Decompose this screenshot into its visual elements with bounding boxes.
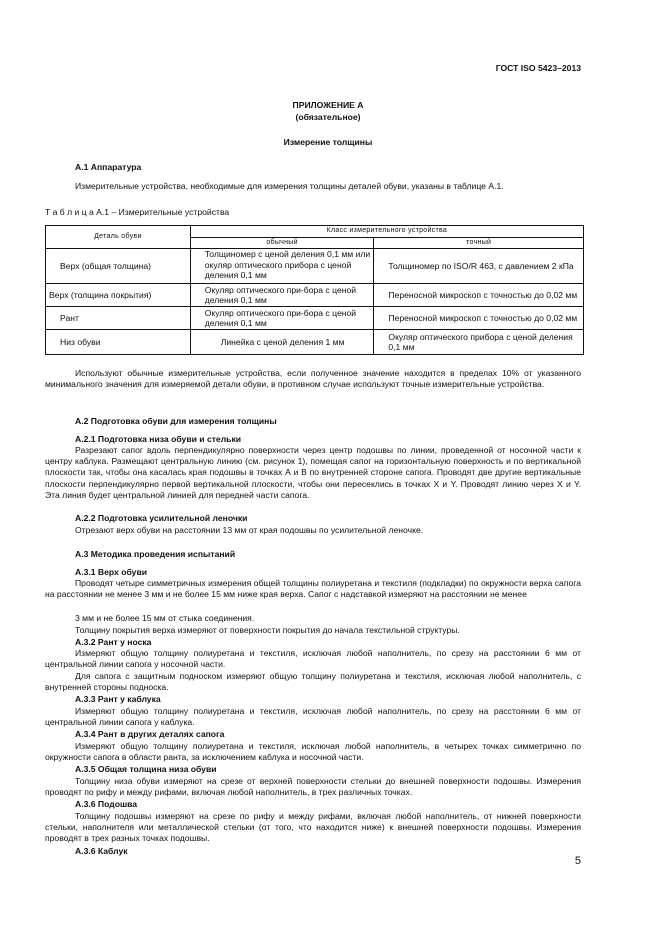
table-cell-normal: Линейка с ценой деления 1 мм [190, 330, 374, 355]
section-a31-text-cont: 3 мм и не более 15 мм от стыка соединения. [75, 613, 255, 623]
table-row [46, 284, 584, 307]
instruments-table [45, 225, 584, 355]
table-cell-precise: Окуляр оптического прибора с ценой деления 0,1 мм [374, 330, 584, 355]
table-cell-normal: Окуляр оптического при-бора с ценой деления 0,1 мм [190, 307, 374, 330]
table-cell-part: Рант [46, 307, 191, 330]
col-header-class: Класс измерительного устройства [190, 226, 583, 238]
standard-header: ГОСТ ISO 5423–2013 [495, 63, 581, 73]
section-a31-heading: А.3.1 Верх обуви [75, 567, 148, 577]
table-cell-part: Верх (общая толщина) [46, 249, 191, 284]
section-a2-heading: А.2 Подготовка обуви для измерения толщины [75, 416, 277, 426]
page-number: 5 [574, 855, 581, 867]
section-a21-heading: А.2.1 Подготовка низа обуви и стельки [75, 434, 242, 444]
appendix-title: ПРИЛОЖЕНИЕ А [292, 100, 364, 110]
section-a36b-heading: А.3.6 Каблук [75, 846, 128, 856]
table-cell-precise: Толщиномер по ISO/R 463, с давлением 2 кПа [374, 249, 584, 284]
section-a32-heading: А.3.2 Рант у носка [75, 637, 152, 647]
section-a34-heading: А.3.4 Рант в других деталях сапога [75, 729, 225, 739]
section-a1-intro: Измерительные устройства, необходимые для измерения толщины деталей обуви, указаны в таблице А.1. [75, 181, 504, 191]
table-caption: Т а б л и ц а А.1 – Измерительные устройства [45, 207, 230, 217]
section-a33-heading: А.3.3 Рант у каблука [75, 694, 161, 704]
table-cell-normal: Толщиномер с ценой деления 0,1 мм или окуляр оптического прибора с ценой деления 0,1 мм [190, 249, 374, 284]
section-a35-heading: А.3.5 Общая толщина низа обуви [75, 764, 217, 774]
after-table-paragraph: Используют обычные измерительные устройства, если полученное значение находится в пределах 10% от указанного минимального значения для измеряемой детали обуви, в противном случае используют точные измерительные устройства. [45, 368, 581, 390]
section-a21-text: Разрезают сапог вдоль перпендикулярно поверхности через центр подошвы по линии, проведенной от носочной части к центру каблука. Размещают центральную линию (см. рисунок 1), помещая сапог на горизонтальную поверхность и по вертикальной плоскости так, чтобы она касалась края подошвы в точках А и В по внутренней стороне сапога. Проводят две другие вертикальные плоскости перпендикулярно первой вертикальной плоскости, чтобы они пересеклись в точках Х и Y. Проводят линию через Х и Y. Эта линия будет центральной линией для передней части сапога. [45, 445, 581, 500]
table-cell-part: Верх (толщина покрытия) [46, 284, 191, 307]
section-a31-text: Проводят четыре симметричных измерения общей толщины полиуретана и текстиля (подкладки) по окружности верха сапога на расстоянии не менее 3 мм и не более 15 мм ниже края верха. Сапог с надставкой измеряют на расстоянии не менее [45, 578, 581, 600]
table-row [46, 330, 584, 355]
table-row [46, 307, 584, 330]
section-a35-text: Толщину низа обуви измеряют на срезе от верхней поверхности стельки до внешней поверхности подошвы. Измерения проводят по рифу и между рифами, включая любой наполнитель, в трех различных точках. [45, 776, 581, 798]
section-a36-heading: А.3.6 Подошва [75, 799, 138, 809]
table-cell-precise: Переносной микроскоп с точностью до 0,02 мм [374, 284, 584, 307]
table-cell-precise: Переносной микроскоп с точностью до 0,02 мм [374, 307, 584, 330]
section-a32-text-2: Для сапога с защитным подноском измеряют общую толщину полиуретана и текстиля, исключая любой наполнитель, с внутренней стороны подноска. [45, 671, 581, 693]
appendix-subtitle: (обязательное) [295, 112, 361, 122]
table-row [46, 249, 584, 284]
section-a22-text: Отрезают верх обуви на расстоянии 13 мм от края подошвы по усилительной леночке. [75, 525, 424, 535]
appendix-heading: Измерение толщины [283, 137, 373, 147]
section-a33-text: Измеряют общую толщину полиуретана и текстиля, исключая любой наполнитель, по срезу на расстоянии 6 мм от центральной линии сапога у каблука. [45, 706, 581, 728]
col-header-precise: точный [374, 237, 584, 249]
section-a34-text: Измеряют общую толщину полиуретана и текстиля, исключая любой наполнитель, в четырех точках симметрично по окружности сапога в области ранта, за исключением каблука и носочной части. [45, 741, 581, 763]
section-a36-text: Толщину подошвы измеряют на срезе по рифу и между рифами, включая любой наполнитель, от нижней поверхности стельки, наполнителя или металлической стельки (от того, что находится ниже) к внешней поверхности подошвы. Измерения проводят в трех разных точках подошвы. [45, 811, 581, 844]
table-cell-normal: Окуляр оптического при-бора с ценой деления 0,1 мм [190, 284, 374, 307]
col-header-normal: обычный [190, 237, 374, 249]
table-cell-part: Низ обуви [46, 330, 191, 355]
section-a1-heading: А.1 Аппаратура [75, 162, 142, 172]
section-a31-coating: Толщину покрытия верха измеряют от поверхности покрытия до начала текстильной структуры. [75, 625, 460, 635]
col-header-part: Деталь обуви [46, 226, 191, 249]
section-a22-heading: А.2.2 Подготовка усилительной леночки [75, 513, 248, 523]
section-a3-heading: А.3 Методика проведения испытаний [75, 549, 236, 559]
section-a32-text: Измеряют общую толщину полиуретана и текстиля, исключая любой наполнитель, по срезу на расстоянии 6 мм от центральной линии сапога у носочной части. [45, 648, 581, 670]
